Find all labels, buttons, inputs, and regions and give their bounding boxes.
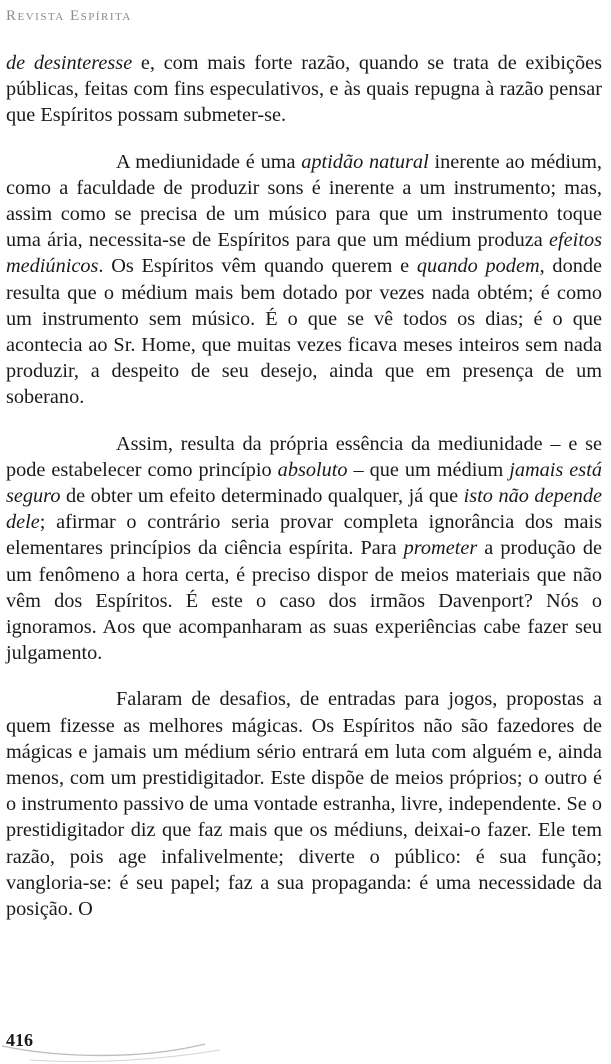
text-run: e, com mais forte razão, quando se trata de exibições públicas, feitas com fins especulativos, e às quais repugna à razão pensar que Espíritos possam submeter-se. — [6, 52, 602, 127]
text-run: – que um médium — [347, 458, 510, 481]
paragraph-3 — [6, 431, 602, 667]
page-number: 416 — [6, 1030, 33, 1050]
italic-run: jamais está seguro — [6, 458, 602, 508]
text-run: inerente ao médium, como a faculdade de produzir sons é inerente a um instrumento; mas, assim como se precisa de um músico para que um instrumento toque uma ária, necessita-se de Espíritos para que um médium produza — [6, 150, 602, 252]
italic-run: efeitos mediúnicos — [6, 229, 602, 278]
running-header: Revista Espírita — [6, 8, 132, 24]
text-run: Falaram de desafios, de entradas para jogos, propostas a quem fizesse as melhores mágicas. Os Espíritos não são fazedores de mágicas e jamais um médium sério entrará em luta com alguém e, ainda menos, com um prestidigitador. Este dispõe de meios próprios; o outro é o instrumento passivo de uma vontade estranha, livre, independente. Se o prestidigitador diz que faz mais que os médiuns, deixai-o fazer. Ele tem razão, pois age infalivelmente; diverte o público: é sua função; vangloria-se: é seu papel; faz a sua propaganda: é uma necessidade da posição. O — [6, 688, 602, 921]
text-run: Assim, resulta da própria essência da mediunidade – e se pode estabelecer como princípio — [6, 432, 602, 481]
italic-run: aptidão natural — [301, 150, 429, 173]
body-text — [6, 50, 602, 922]
text-run: ; afirmar o contrário seria provar completa ignorância dos mais elementares princípios da ciência espírita. Para — [6, 511, 602, 560]
paragraph-2 — [6, 149, 602, 411]
italic-run: de desinteresse — [6, 52, 133, 74]
italic-run: prometer — [403, 537, 478, 560]
text-run: a produção de um fenômeno a hora certa, é preciso dispor de meios materiais que não vêm dos Espíritos. É este o caso dos irmãos Davenport? Nós o ignoramos. Aos que acompanharam as suas experiências cabe fazer seu julgamento. — [6, 537, 602, 665]
footer-ornament — [0, 1020, 240, 1064]
text-run: . Os Espíritos vêm quando querem e — [98, 255, 417, 278]
text-run: de obter um efeito determinado qualquer, já que — [60, 485, 464, 508]
paragraph-4 — [6, 686, 602, 922]
italic-run: isto não depende dele — [6, 485, 602, 534]
text-run: A mediunidade é uma — [116, 150, 302, 173]
paragraph-1 — [6, 50, 602, 129]
text-run: , donde resulta que o médium mais bem dotado por vezes nada obtém; é como um instrumento sem músico. É o que se vê todos os dias; é o que acontecia ao Sr. Home, que muitas vezes ficava meses inteiros sem nada produzir, a despeito de seu desejo, ainda que em presença de um soberano. — [6, 255, 602, 409]
italic-run: quando podem — [416, 255, 540, 278]
italic-run: absoluto — [277, 458, 348, 481]
